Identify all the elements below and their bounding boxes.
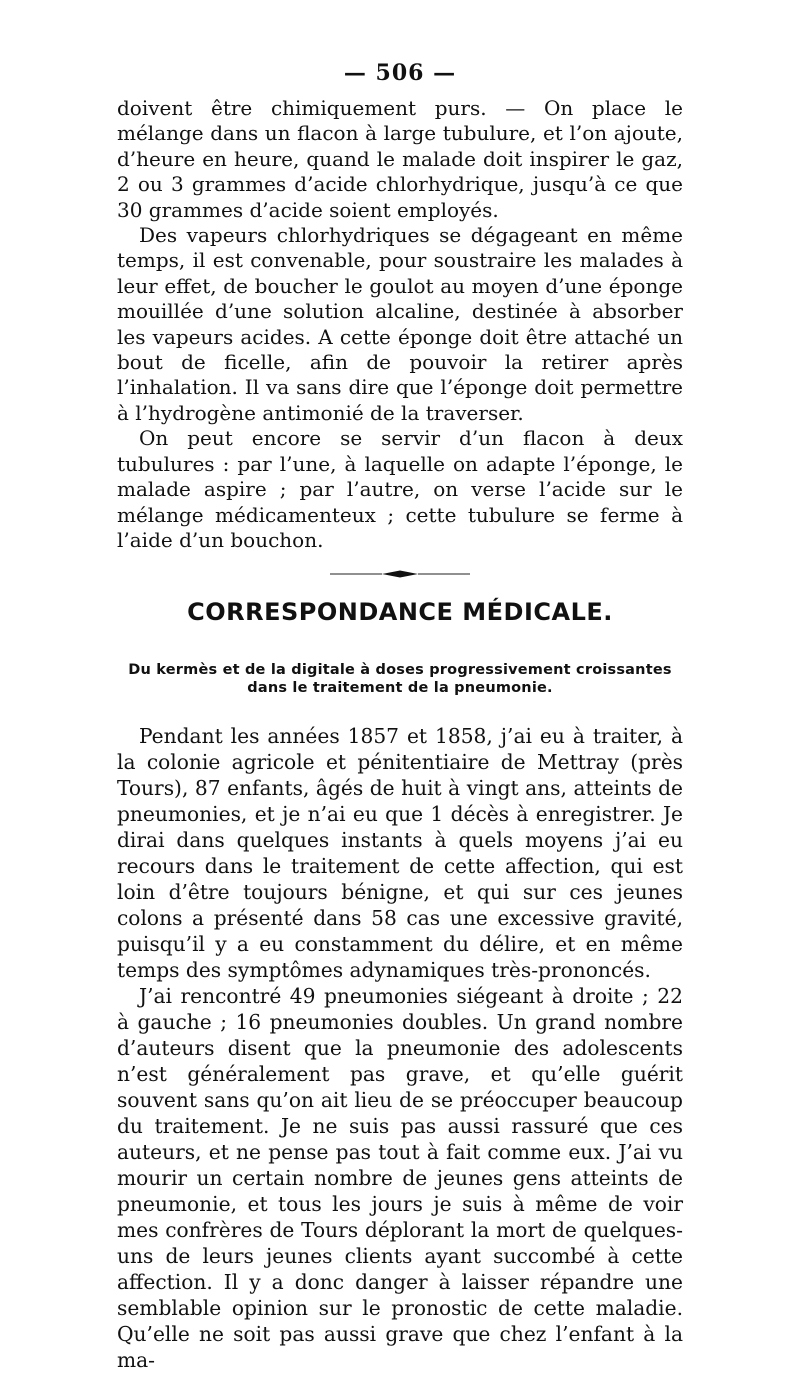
divider-ornament-icon [330,569,470,579]
paragraph-continued: doivent être chimiquement purs. — On place le mélange dans un flacon à large tubulure, et l’on ajoute, d’heure en heure, quand le malade doit inspirer le gaz, 2 ou 3 grammes d’acide chlorhydrique, jusqu’à ce que 30 grammes d’acide soient employés. [117,96,683,222]
article-body [117,723,683,1373]
paragraph-vapeurs: Des vapeurs chlorhydriques se dégageant en même temps, il est convenable, pour soustraire les malades à leur effet, de boucher le goulot au moyen d’une éponge mouillée d’une solution alcaline, destinée à absorber les vapeurs acides. A cette éponge doit être attaché un bout de ficelle, afin de pouvoir la retirer après l’inhalation. Il va sans dire que l’éponge doit permettre à l’hydrogène antimonié de la traverser. [117,223,683,425]
page-number: — 506 — [343,60,457,86]
continued-text [117,96,683,553]
ornamental-divider [330,569,470,579]
paragraph-pendant: Pendant les années 1857 et 1858, j’ai eu à traiter, à la colonie agricole et pénitentiaire de Mettray (près Tours), 87 enfants, âgés de huit à vingt ans, atteints de pneumonies, et je n’ai eu que 1 décès à enregistrer. Je dirai dans quelques instants à quels moyens j’ai eu recours dans le traitement de cette affection, qui est loin d’être toujours bénigne, et qui sur ces jeunes colons a présenté dans 58 cas une excessive gravité, puisqu’il y a eu constamment du délire, et en même temps des symptômes adynamiques très-prononcés. [117,724,683,983]
book-page [117,58,683,1373]
section-title: CORRESPONDANCE MÉDICALE. [187,598,613,627]
paragraph-rencontre: J’ai rencontré 49 pneumonies siégeant à droite ; 22 à gauche ; 16 pneumonies doubles. Un grand nombre d’auteurs disent que la pneumonie des adolescents n’est généralement pas grave, et qu’elle guérit souvent sans qu’on ait lieu de se préoccuper beaucoup du traitement. Je ne suis pas aussi rassuré que ces auteurs, et ne pense pas tout à fait comme eux. J’ai vu mourir un certain nombre de jeunes gens atteints de pneumonie, et tous les jours je suis à même de voir mes confrères de Tours déplorant la mort de quelques-uns de leurs jeunes clients ayant succombé à cette affection. Il y a donc danger à laisser répandre une semblable opinion sur le pronostic de cette maladie. Qu’elle ne soit pas aussi grave que chez l’enfant à la ma- [117,984,683,1373]
paragraph-flacon: On peut encore se servir d’un flacon à deux tubulures : par l’une, à laquelle on adapte l’éponge, le malade aspire ; par l’autre, on verse l’acide sur le mélange médicamenteux ; cette tubulure se ferme à l’aide d’un bouchon. [117,426,683,552]
article-subtitle: Du kermès et de la digitale à doses progressivement croissantes dans le traitement de la pneumonie. [128,662,672,697]
